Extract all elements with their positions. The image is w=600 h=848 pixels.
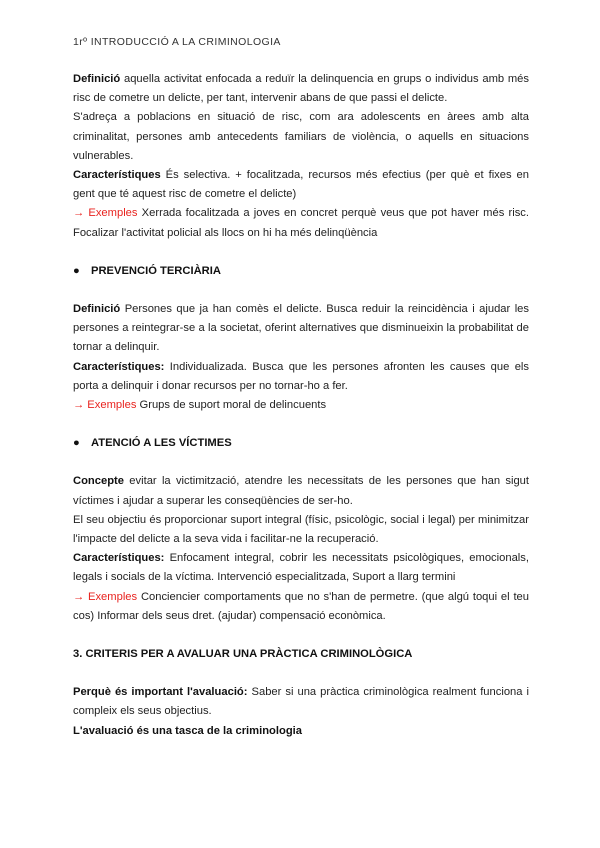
definition-text: Persones que ja han comès el delicte. Busca reduir la reincidència i ajudar les persones a reintegrar-se a la societat, oferint alternatives que disminueixin la probabilitat de tornar a delinquir. — [73, 303, 529, 354]
examples-text: Grups de suport moral de delincuents — [136, 399, 327, 412]
characteristics-label: Característiques — [73, 169, 161, 182]
examples-paragraph — [73, 396, 529, 415]
target-population-paragraph: S'adreça a poblacions en situació de risc, com ara adolescents en àrees amb alta criminalitat, persones amb antecedents familiars de violència, o aquells en situacions vulnerables. — [73, 111, 529, 162]
closing-text: L'avaluació és una tasca de la criminologia — [73, 724, 302, 737]
document-body — [73, 70, 529, 741]
characteristics-text: Enfocament integral, cobrir les necessitats psicològiques, emocionals, legals i socials de la víctima. Intervenció especialitzada, Suport a llarg termini — [73, 552, 529, 584]
examples-paragraph — [73, 588, 529, 626]
evaluation-paragraph — [73, 683, 529, 721]
definition-paragraph — [73, 300, 529, 358]
characteristics-paragraph — [73, 358, 529, 396]
objective-paragraph: El seu objectiu és proporcionar suport integral (físic, psicològic, social i legal) per minimitzar l'impacte del delicte a la seva vida i facilitar-ne la recuperació. — [73, 513, 529, 546]
characteristics-label: Característiques: — [73, 360, 165, 373]
definition-label: Definició — [73, 73, 121, 85]
examples-text: Conciencier comportaments que no s'han de permetre. (que algú toqui el teu cos) Informar dels seus dret. (ajudar) compensació econòmica. — [73, 590, 529, 622]
characteristics-paragraph — [73, 549, 529, 587]
concept-text: evitar la victimització, atendre les necessitats de les persones que han sigut víctimes i ajudar a superar les conseqüències de ser-ho. — [73, 475, 529, 507]
closing-statement — [73, 722, 529, 741]
characteristics-text: És selectiva. + focalitzada, recursos més efectius (per què et fixes en gent que té aquest risc de cometre el delicte) — [73, 169, 529, 201]
section-heading: 3. CRITERIS PER A AVALUAR UNA PRÀCTICA CRIMINOLÒGICA — [73, 648, 413, 661]
examples-label: → Exemples — [73, 590, 138, 603]
concept-label: Concepte — [73, 475, 124, 488]
bullet-heading-tertiary — [73, 262, 529, 281]
examples-label: → Exemples — [73, 399, 137, 412]
characteristics-paragraph — [73, 166, 529, 204]
definition-label: Definició — [73, 303, 121, 316]
page-header: 1rº INTRODUCCIÓ A LA CRIMINOLOGIA — [73, 36, 281, 48]
characteristics-label: Característiques: — [73, 552, 165, 565]
definition-paragraph — [73, 70, 529, 108]
bullet-heading-text: ATENCIÓ A LES VÍCTIMES — [91, 437, 232, 450]
bullet-dot-icon: ● — [73, 437, 80, 450]
evaluation-text: Saber si una pràctica criminològica realment funciona i compleix els seus objectius. — [73, 686, 529, 718]
examples-paragraph — [73, 204, 529, 242]
bullet-heading-text: PREVENCIÓ TERCIÀRIA — [91, 264, 221, 277]
concept-paragraph — [73, 472, 529, 510]
examples-text: Xerrada focalitzada a joves en concret perquè veus que pot haver més risc. Focalizar l'activitat policial als llocs on hi ha més delinqüència — [73, 207, 529, 239]
characteristics-text: Individualizada. Busca que les persones afronten les causes que els porta a delinquir i donar recursos per no tornar-ho a fer. — [73, 360, 529, 392]
definition-text: aquella activitat enfocada a reduïr la delinquencia en grups o individus amb més risc de cometre un delicte, per tant, intervenir abans de que passi el delicte. — [73, 73, 529, 105]
evaluation-label: Perquè és important l'avaluació: — [73, 686, 248, 699]
examples-label: → Exemples — [73, 207, 138, 220]
bullet-dot-icon: ● — [73, 264, 80, 277]
bullet-heading-victims — [73, 434, 529, 453]
